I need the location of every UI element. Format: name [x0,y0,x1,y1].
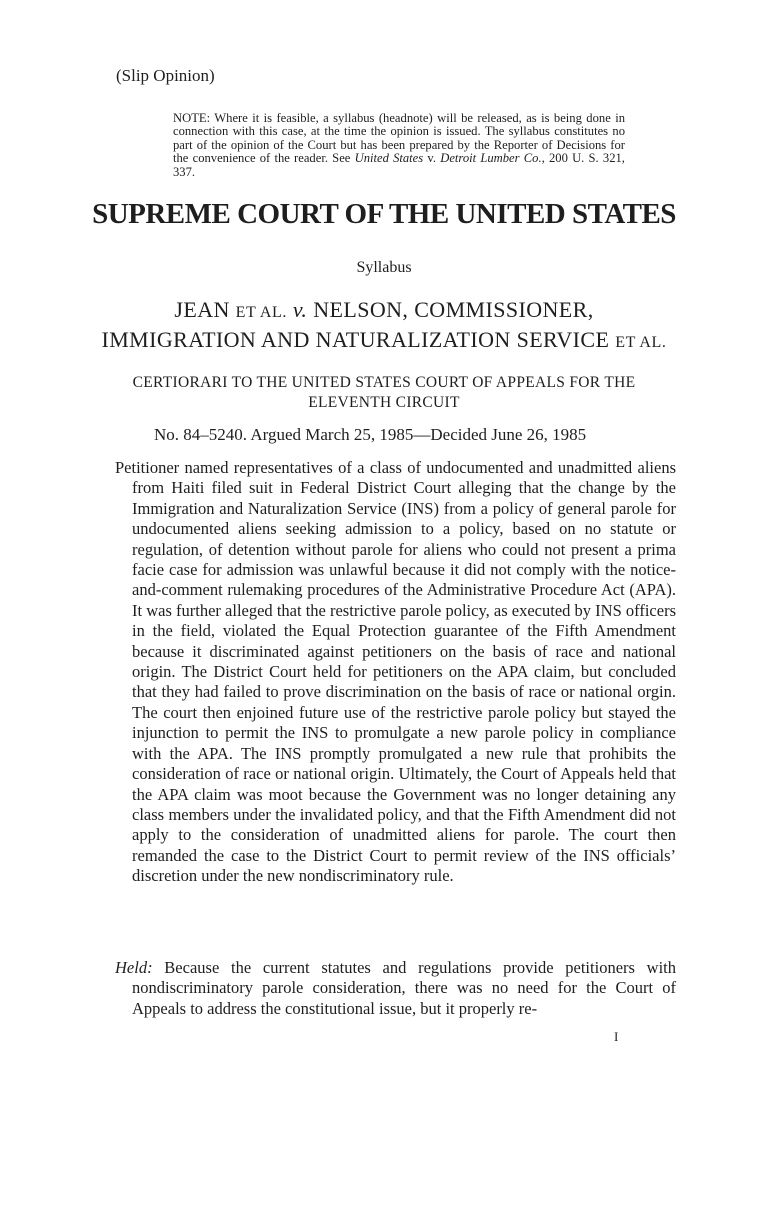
certiorari-line: CERTIORARI TO THE UNITED STATES COURT OF APPEALS FOR THE ELEVENTH CIRCUIT [132,374,636,411]
note-citation-party: Detroit Lumber Co. [440,151,542,166]
docket-line: No. 84–5240. Argued March 25, 1985—Decided June 26, 1985 [154,425,587,444]
case-caption [100,296,668,356]
note-citation-v: v. [423,151,441,166]
note-citation-case: United States [354,151,424,166]
caption-etal1: ET AL. [235,304,287,321]
caption-party2: NELSON, COMMISSIONER, IMMIGRATION AND NATURALIZATION SERVICE [101,297,616,352]
held-label: Held: [115,958,153,977]
page-number: I [614,1029,619,1044]
syllabus-paragraph-facts: Petitioner named representatives of a class of undocumented and unadmitted aliens from Haiti filed suit in Federal District Court alleging that the change by the Immigration and Naturalization Service (INS) from a policy of general parole for undocumented aliens seeking admission to a policy, based on no statute or regulation, of detention without parole for aliens who could not present a prima facie case for admission was unlawful because it did not comply with the notice-and-comment rulemaking procedures of the Administrative Procedure Act (APA). It was further alleged that the restrictive parole policy, as executed by INS officers in the field, violated the Equal Protection guarantee of the Fifth Amendment because it discriminated against petitioners on the basis of race and national origin. The District Court held for petitioners on the APA claim, but concluded that they had failed to prove discrimination on the basis of race or national orgin. The court then enjoined future use of the restrictive parole policy but stayed the injunction to permit the INS to promulgate a new parole policy in compliance with the APA. The INS promptly promulgated a new rule that prohibits the consideration of race or national origin. Ultimately, the Court of Appeals held that the APA claim was moot because the Government was no longer detaining any class members under the invalidated policy, and that the Fifth Amendment did not apply to the consideration of unadmitted aliens for parole. The court then remanded the case to the District Court to permit review of the INS officials’ discretion under the new nondiscriminatory rule. [115,458,676,886]
court-name-heading: SUPREME COURT OF THE UNITED STATES [92,198,676,230]
caption-etal2: ET AL. [615,334,667,351]
caption-versus: v. [292,297,308,322]
syllabus-paragraph-held [115,958,676,1019]
held-text: Because the current statutes and regulations provide petitioners with nondiscriminatory parole consideration, there was no need for the Court of Appeals to address the constitutional issue, but it properly re- [132,958,676,1018]
syllabus-note [173,112,625,179]
note-text: NOTE: Where it is feasible, a syllabus (headnote) will be released, as is being done in connection with this case, at the time the opinion is issued. The syllabus constitutes no part of the opinion of the Court but has been prepared by the Reporter of Decisions for the convenience of the reader. See [173,111,625,166]
note-citation-tail: , 200 U. S. 321, 337. [173,151,625,179]
caption-party1: JEAN [174,297,236,322]
slip-opinion-label: (Slip Opinion) [116,66,215,85]
syllabus-label: Syllabus [356,259,412,276]
